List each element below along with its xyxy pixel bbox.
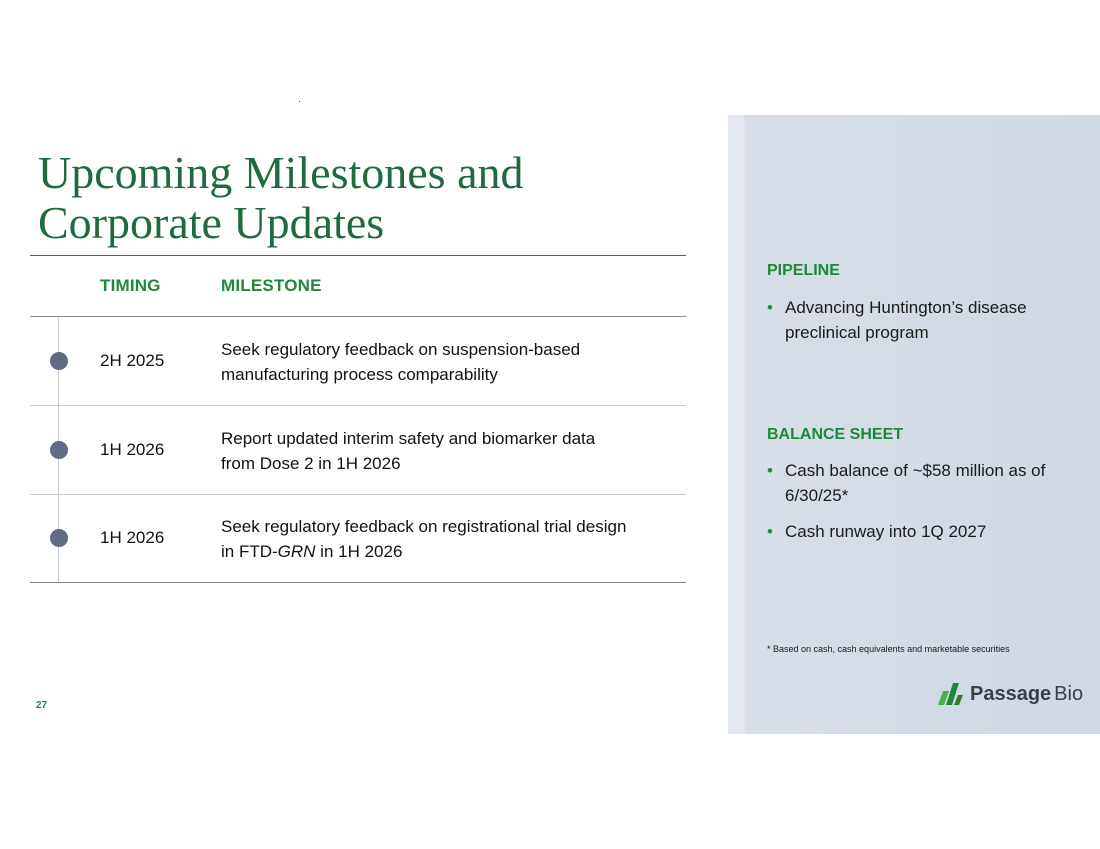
summary-side-panel [728,115,1100,734]
milestone-line-1: Seek regulatory feedback on suspension-based [221,340,581,359]
balance-sheet-bullet [767,458,1067,508]
footnote: * Based on cash, cash equivalents and marketable securities [767,644,1010,654]
milestone-row [30,317,686,406]
slide-title-line-1: Upcoming Milestones and [38,147,524,198]
pipeline-title: PIPELINE [767,262,840,279]
bullet-marker: • [767,298,773,317]
header-milestone: MILESTONE [221,276,322,295]
milestone-row [30,494,686,583]
milestone-line-2: from Dose 2 in 1H 2026 [221,454,401,473]
passage-bio-logo [938,680,1083,708]
milestone-gene-name: GRN [277,542,316,561]
slide-title [38,148,678,248]
logo-text-bold: Passage [970,682,1052,705]
timeline-dot [50,352,68,370]
balance-sheet-bullet [767,519,1067,544]
milestone-line-2-prefix: in FTD- [221,542,278,561]
bullet-text: Cash runway into 1Q 2027 [785,522,987,541]
bullet-text: Cash balance of ~$58 million as of 6/30/25* [785,461,1046,505]
row-milestone [221,426,681,476]
header-timing: TIMING [100,276,161,295]
balance-sheet-title: BALANCE SHEET [767,426,904,443]
milestone-line-1: Report updated interim safety and biomarker data [221,429,596,448]
page-number: 27 [36,700,48,711]
slide-title-line-2: Corporate Updates [38,197,385,248]
row-timing: 1H 2026 [100,440,165,459]
timeline-dot [50,441,68,459]
pipeline-bullet [767,295,1067,345]
timeline-dot [50,529,68,547]
milestones-table-header [30,256,686,317]
bullet-marker: • [767,522,773,541]
bullet-marker: • [767,461,773,480]
row-timing: 1H 2026 [100,528,165,547]
milestone-row [30,406,686,495]
logo-text-light: Bio [1054,682,1084,705]
milestone-line-1: Seek regulatory feedback on registrational trial design [221,517,627,536]
row-timing: 2H 2025 [100,351,165,370]
row-milestone [221,514,681,564]
bullet-text: Advancing Huntington’s disease preclinical program [785,298,1027,342]
row-milestone [221,337,681,387]
milestone-line-2: manufacturing process comparability [221,365,498,384]
milestone-line-2-suffix: in 1H 2026 [315,542,403,561]
stray-mark [299,101,300,102]
passage-bio-logo-mark-icon [938,683,964,705]
